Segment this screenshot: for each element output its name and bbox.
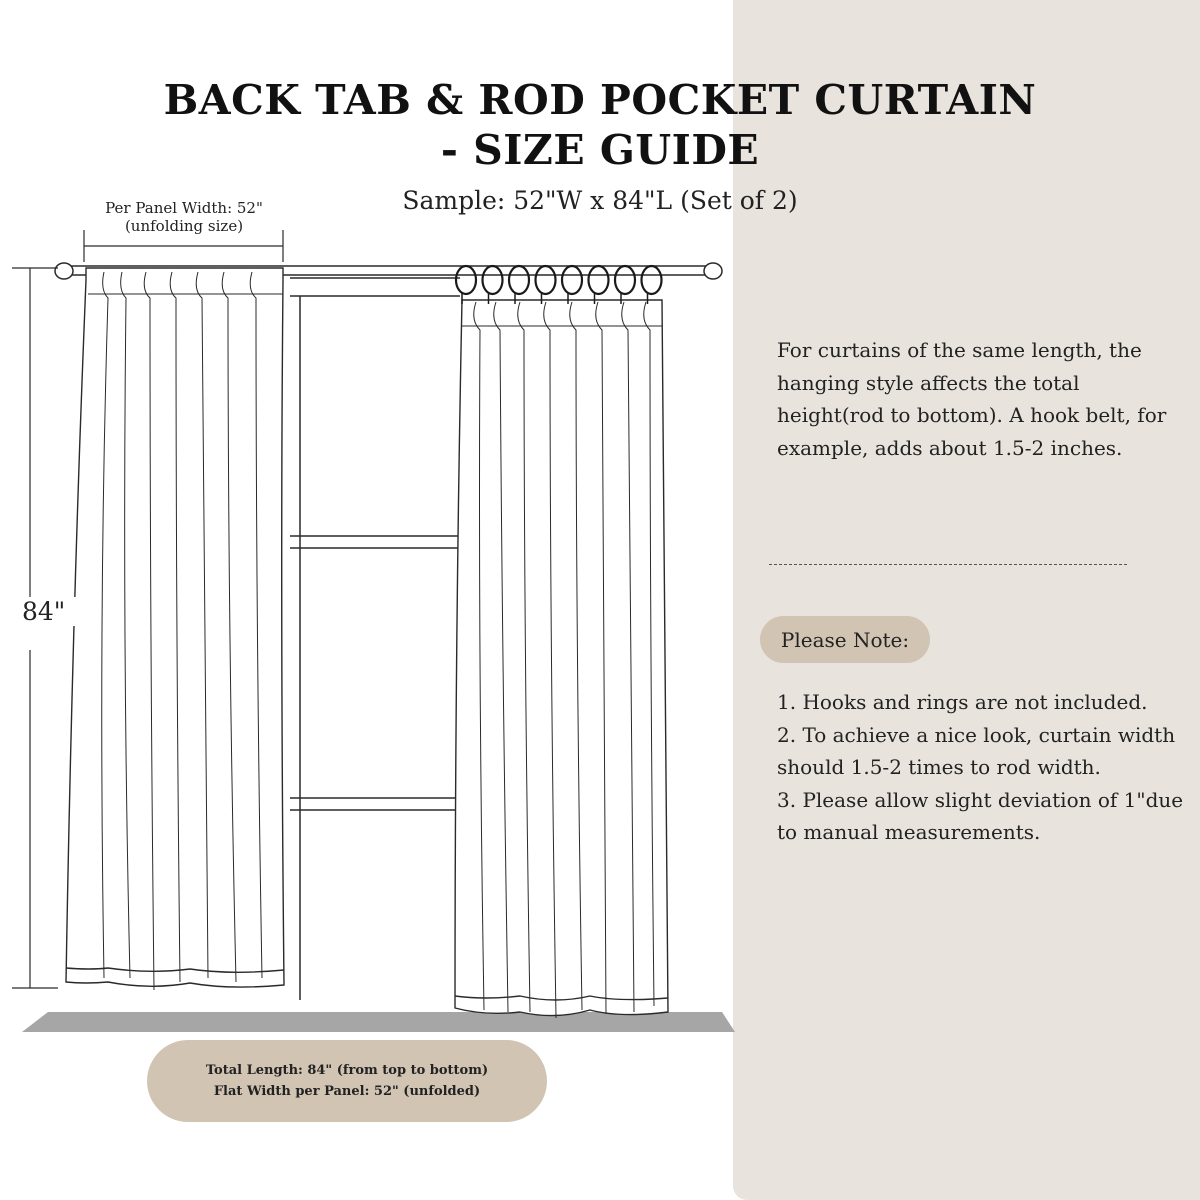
note-item: 3. Please allow slight deviation of 1"due to manual measurements.	[777, 787, 1184, 844]
curtain-panel-right	[455, 300, 668, 1018]
rod-finial-right	[704, 263, 722, 279]
info-panel-background	[733, 0, 1200, 1200]
window-frame	[290, 278, 460, 1000]
summary-flat-width: Flat Width per Panel: 52" (unfolded)	[213, 1084, 481, 1099]
panel-width-label	[64, 199, 304, 235]
curtain-panel-left	[66, 268, 284, 990]
note-item: 2. To achieve a nice look, curtain width should 1.5-2 times to rod width.	[777, 722, 1176, 779]
notes-list	[777, 686, 1197, 849]
panel-width-note: (unfolding size)	[124, 217, 244, 235]
height-dimension-line	[12, 268, 58, 988]
note-heading-badge: Please Note:	[760, 616, 930, 663]
panel-height-label: 84"	[8, 597, 82, 626]
panel-width-value: Per Panel Width: 52"	[105, 199, 263, 217]
summary-badge	[147, 1040, 547, 1122]
summary-total-length: Total Length: 84" (from top to bottom)	[205, 1063, 489, 1078]
title-line-1: BACK TAB & ROD POCKET CURTAIN	[163, 76, 1037, 125]
title-line-2: - SIZE GUIDE	[440, 126, 760, 175]
note-item: 1. Hooks and rings are not included.	[777, 690, 1148, 714]
dashed-divider	[769, 564, 1127, 565]
rod-finial-left	[55, 263, 73, 279]
hanging-style-description: For curtains of the same length, the hanging style affects the total height(rod to bottom). A hook belt, for example, adds about 1.5-2 inches.	[777, 338, 1167, 460]
sample-size-label: Sample: 52"W x 84"L (Set of 2)	[402, 186, 798, 215]
